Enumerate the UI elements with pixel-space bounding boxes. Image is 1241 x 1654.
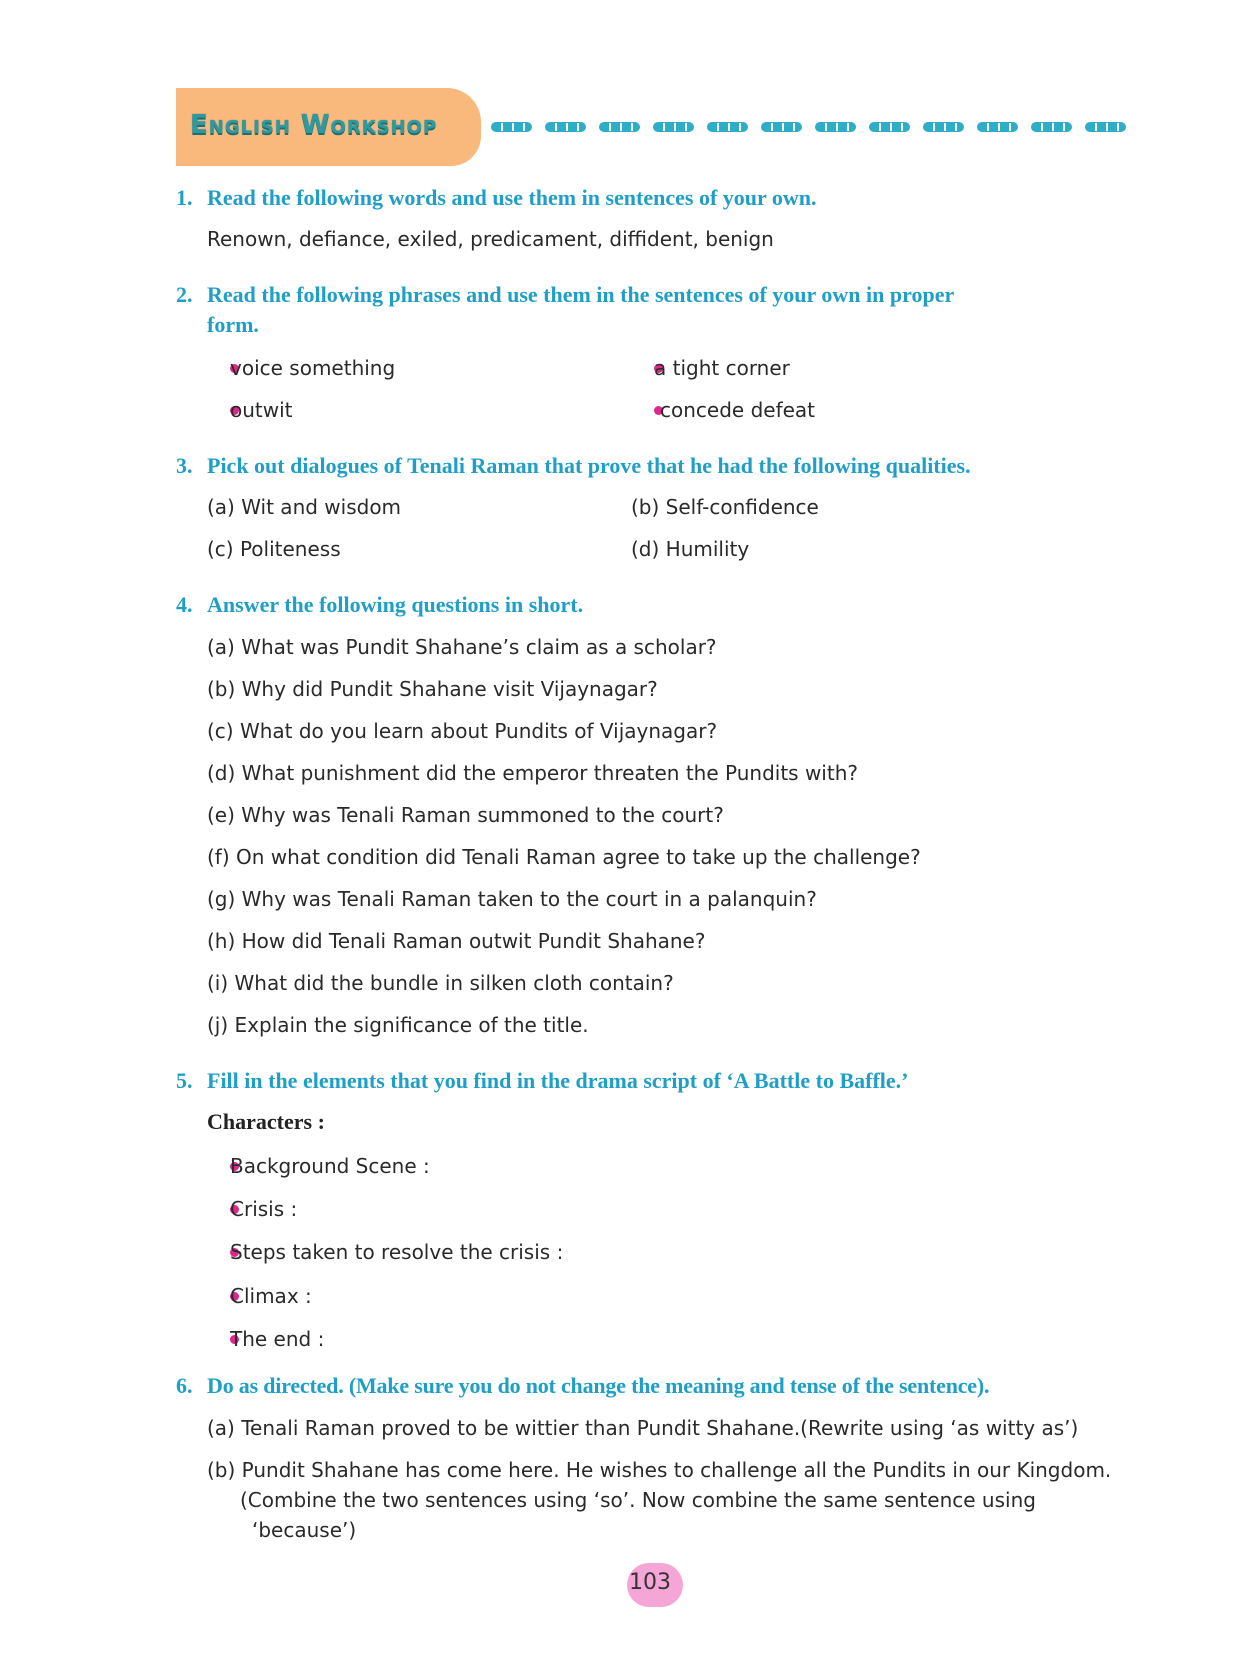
dash-ornament bbox=[491, 122, 532, 132]
q5-element: Climax : bbox=[230, 1284, 312, 1308]
q2-phrase: a tight corner bbox=[654, 356, 790, 380]
q4-item: (c) What do you learn about Pundits of Vijaynagar? bbox=[207, 719, 718, 743]
q4-item: (g) Why was Tenali Raman taken to the court in a palanquin? bbox=[207, 887, 817, 911]
dash-ornament bbox=[1031, 122, 1072, 132]
question-1-number: 1. bbox=[176, 185, 193, 210]
dash-ornament bbox=[707, 122, 748, 132]
q1-word-list: Renown, defiance, exiled, predicament, diffident, benign bbox=[207, 227, 774, 251]
q4-item: (e) Why was Tenali Raman summoned to the court? bbox=[207, 803, 724, 827]
q6-item-a: (a) Tenali Raman proved to be wittier than Pundit Shahane.(Rewrite using ‘as witty as’) bbox=[207, 1416, 1079, 1440]
q2-phrase: outwit bbox=[230, 398, 293, 422]
question-2-text-line2: form. bbox=[207, 312, 259, 337]
q4-item: (j) Explain the significance of the title. bbox=[207, 1013, 589, 1037]
decorative-dash-row bbox=[491, 120, 1131, 134]
dash-ornament bbox=[977, 122, 1018, 132]
question-2-text-line1: Read the following phrases and use them in the sentences of your own in proper bbox=[207, 282, 955, 307]
q4-item: (a) What was Pundit Shahane’s claim as a scholar? bbox=[207, 635, 717, 659]
dash-ornament bbox=[653, 122, 694, 132]
q6-item-b-line2: (Combine the two sentences using ‘so’. Now combine the same sentence using bbox=[240, 1488, 1036, 1512]
question-3-number: 3. bbox=[176, 453, 193, 478]
page-number: 103 bbox=[629, 1570, 671, 1595]
q6-item-b-line3: ‘because’) bbox=[252, 1518, 357, 1542]
question-6-text: Do as directed. (Make sure you do not change the meaning and tense of the sentence). bbox=[207, 1373, 990, 1398]
question-4-text: Answer the following questions in short. bbox=[207, 592, 584, 617]
question-3-text: Pick out dialogues of Tenali Raman that prove that he had the following qualities. bbox=[207, 453, 971, 478]
q5-element: Steps taken to resolve the crisis : bbox=[230, 1240, 564, 1264]
q5-element: Background Scene : bbox=[230, 1154, 430, 1178]
q5-element: The end : bbox=[230, 1327, 325, 1351]
question-2-number: 2. bbox=[176, 282, 193, 307]
q6-item-b-line1: (b) Pundit Shahane has come here. He wishes to challenge all the Pundits in our Kingdom. bbox=[207, 1458, 1112, 1482]
q3-option: (d) Humility bbox=[631, 537, 750, 561]
q2-phrase: concede defeat bbox=[660, 398, 816, 422]
question-5-number: 5. bbox=[176, 1068, 193, 1093]
section-title: English Workshop bbox=[190, 110, 438, 140]
question-6-number: 6. bbox=[176, 1373, 193, 1398]
q3-option: (a) Wit and wisdom bbox=[207, 495, 402, 519]
dash-ornament bbox=[1085, 122, 1126, 132]
q2-phrase: voice something bbox=[230, 356, 396, 380]
question-4-number: 4. bbox=[176, 592, 193, 617]
dash-ornament bbox=[545, 122, 586, 132]
q3-option: (c) Politeness bbox=[207, 537, 341, 561]
q4-item: (i) What did the bundle in silken cloth contain? bbox=[207, 971, 674, 995]
dash-ornament bbox=[761, 122, 802, 132]
question-5-text: Fill in the elements that you find in the drama script of ‘A Battle to Baffle.’ bbox=[207, 1068, 909, 1093]
q4-item: (d) What punishment did the emperor threaten the Pundits with? bbox=[207, 761, 858, 785]
question-1-text: Read the following words and use them in sentences of your own. bbox=[207, 185, 817, 210]
workshop-banner bbox=[176, 88, 481, 166]
dash-ornament bbox=[923, 122, 964, 132]
dash-ornament bbox=[599, 122, 640, 132]
dash-ornament bbox=[869, 122, 910, 132]
q4-item: (h) How did Tenali Raman outwit Pundit Shahane? bbox=[207, 929, 706, 953]
q4-item: (b) Why did Pundit Shahane visit Vijaynagar? bbox=[207, 677, 658, 701]
dash-ornament bbox=[815, 122, 856, 132]
q5-element: Crisis : bbox=[230, 1197, 298, 1221]
q3-option: (b) Self-confidence bbox=[631, 495, 819, 519]
q4-item: (f) On what condition did Tenali Raman agree to take up the challenge? bbox=[207, 845, 921, 869]
characters-label: Characters : bbox=[207, 1109, 325, 1134]
